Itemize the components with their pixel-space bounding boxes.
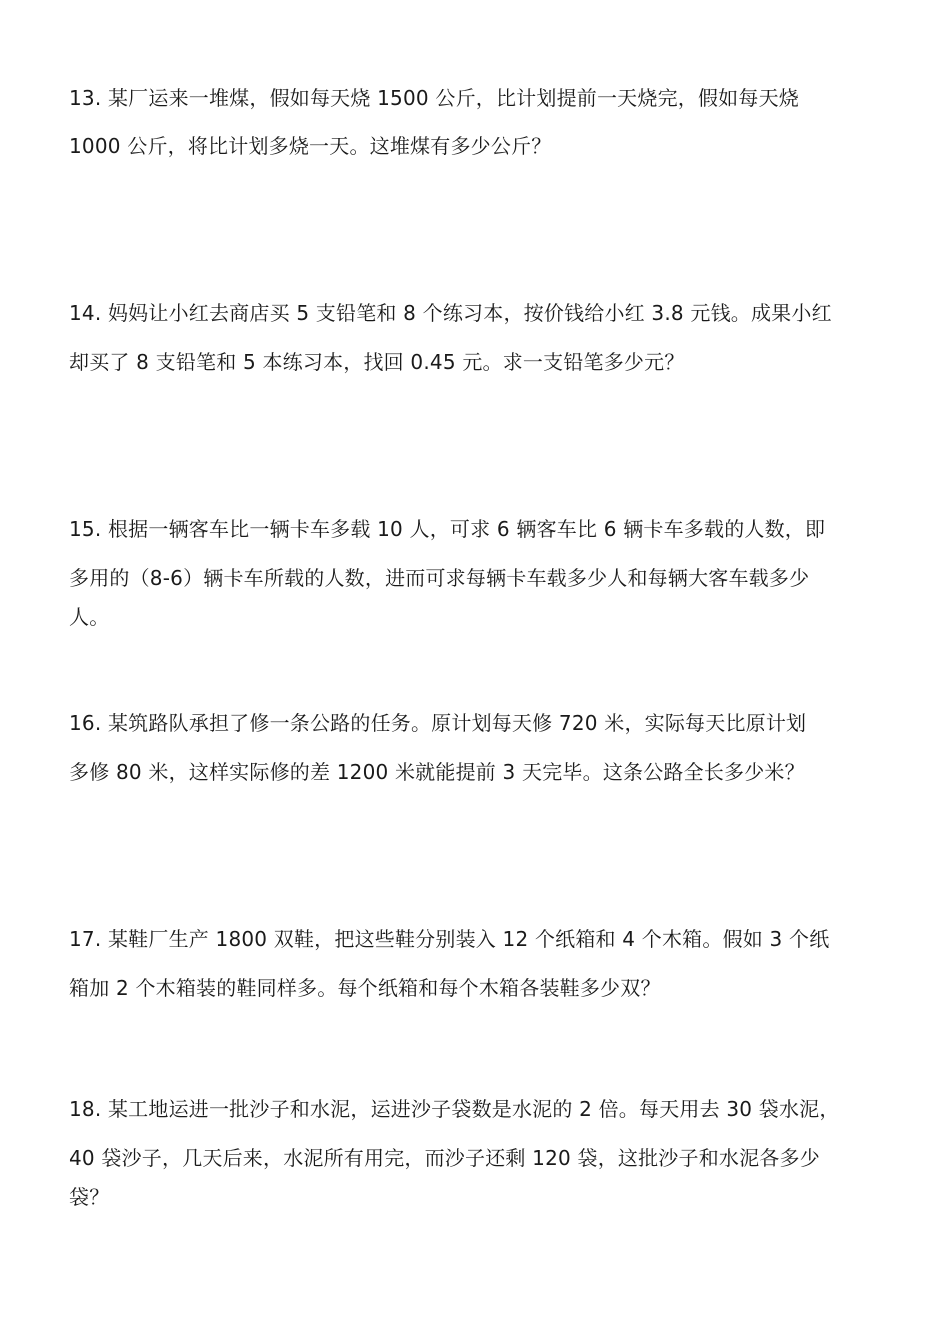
problem-line: 多用的（8-6）辆卡车所载的人数，进而可求每辆卡车载多少人和每辆大客车载多少 — [69, 566, 810, 590]
problem-line: 13. 某厂运来一堆煤，假如每天烧 1500 公斤，比计划提前一天烧完，假如每天烧 — [69, 86, 799, 110]
problem-line: 人。 — [69, 605, 110, 629]
problem-line: 16. 某筑路队承担了修一条公路的任务。原计划每天修 720 米，实际每天比原计划 — [69, 711, 807, 735]
problem-line: 箱加 2 个木箱装的鞋同样多。每个纸箱和每个木箱各装鞋多少双？ — [69, 976, 661, 1000]
problem-line: 袋？ — [69, 1185, 110, 1209]
problem-line: 多修 80 米，这样实际修的差 1200 米就能提前 3 天完毕。这条公路全长多少米？ — [69, 760, 805, 784]
problem-line: 14. 妈妈让小红去商店买 5 支铅笔和 8 个练习本，按价钱给小红 3.8 元钱。成果小红 — [69, 301, 832, 325]
problem-line: 40 袋沙子，几天后来，水泥所有用完，而沙子还剩 120 袋，这批沙子和水泥各多少 — [69, 1146, 820, 1170]
problem-line: 却买了 8 支铅笔和 5 本练习本，找回 0.45 元。求一支铅笔多少元？ — [69, 350, 685, 374]
problem-line: 1000 公斤，将比计划多烧一天。这堆煤有多少公斤？ — [69, 134, 552, 158]
problem-line: 18. 某工地运进一批沙子和水泥，运进沙子袋数是水泥的 2 倍。每天用去 30 袋水泥， — [69, 1097, 840, 1121]
problem-line: 17. 某鞋厂生产 1800 双鞋，把这些鞋分别装入 12 个纸箱和 4 个木箱。假如 3 个纸 — [69, 927, 830, 951]
problem-line: 15. 根据一辆客车比一辆卡车多载 10 人，可求 6 辆客车比 6 辆卡车多载的人数，即 — [69, 517, 826, 541]
